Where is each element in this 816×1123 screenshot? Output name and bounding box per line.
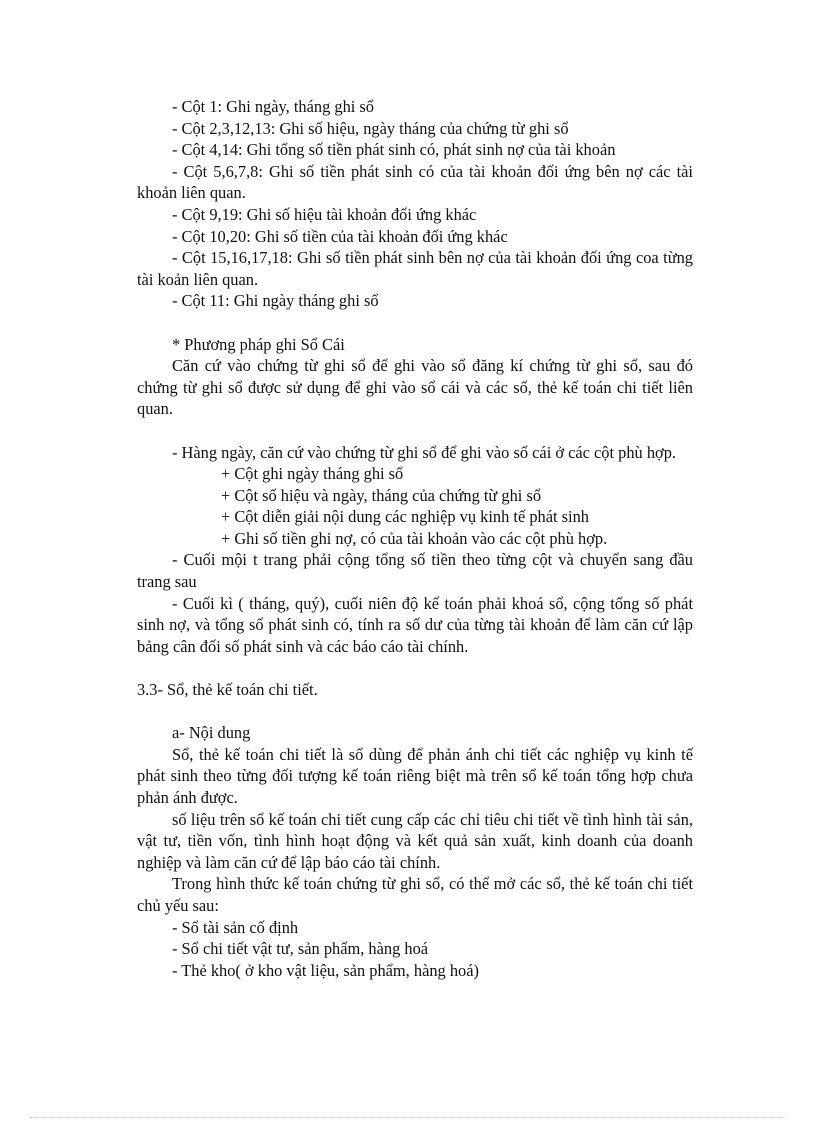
spacer xyxy=(137,701,693,723)
document-page xyxy=(137,96,693,981)
method-heading: * Phương pháp ghi Sổ Cái xyxy=(172,334,345,354)
cot-item-3: - Cột 4,14: Ghi tổng số tiền phát sinh có, phát sinh nợ của tài khoản xyxy=(172,140,616,160)
content-paragraph-2: số liệu trên sổ kế toán chi tiết cung cấp các chỉ tiêu chi tiết về tình hình tài sản, vật tư, tiền vốn, tình hình hoạt động và kết quả sản xuất, kinh doanh của doanh nghiệp và làm căn cứ để lập báo cáo tài chính. xyxy=(137,809,693,872)
section-heading: 3.3- Sổ, thẻ kế toán chi tiết. xyxy=(137,680,318,700)
end-page-paragraph: - Cuối mội t trang phải cộng tổng số tiền theo từng cột và chuyển sang đầu trang sau xyxy=(137,550,693,592)
book-item-1: - Sổ tài sản cố định xyxy=(172,917,299,937)
spacer xyxy=(137,312,693,334)
content-paragraph-3: Trong hình thức kế toán chứng từ ghi sổ, có thể mở các sổ, thẻ kế toán chi tiết chủ yếu sau: xyxy=(137,874,693,915)
page-bottom-rule xyxy=(30,1117,786,1118)
spacer xyxy=(137,420,693,442)
cot-item-1: - Cột 1: Ghi ngày, tháng ghi sổ xyxy=(172,97,374,116)
plus-item-3: + Cột diễn giải nội dung các nghiệp vụ kinh tế phát sinh xyxy=(221,507,589,527)
subheading: a- Nội dung xyxy=(172,723,251,743)
spacer xyxy=(137,657,693,679)
cot-item-4: - Cột 5,6,7,8: Ghi số tiền phát sinh có của tài khoản đối ứng bên nợ các tài khoản liên quan. xyxy=(137,161,693,203)
book-item-2: - Sổ chi tiết vật tư, sản phẩm, hàng hoá xyxy=(172,939,429,959)
cot-item-6: - Cột 10,20: Ghi số tiền của tài khoản đối ứng khác xyxy=(172,226,508,246)
plus-item-2: + Cột số hiệu và ngày, tháng của chứng từ ghi sổ xyxy=(221,485,542,505)
plus-item-4: + Ghi số tiền ghi nợ, có của tài khoản vào các cột phù hợp. xyxy=(221,528,608,548)
plus-item-1: + Cột ghi ngày tháng ghi sổ xyxy=(221,464,404,484)
cot-item-5: - Cột 9,19: Ghi số hiệu tài khoản đối ứng khác xyxy=(172,204,477,224)
daily-paragraph: - Hàng ngày, căn cứ vào chứng từ ghi sổ để ghi vào sổ cái ở các cột phù hợp. xyxy=(172,442,676,462)
cot-item-2: - Cột 2,3,12,13: Ghi số hiệu, ngày tháng của chứng từ ghi sổ xyxy=(172,118,569,138)
method-paragraph: Căn cứ vào chứng từ ghi sổ để ghi vào sổ đăng kí chứng từ ghi sổ, sau đó chứng từ ghi sổ được sử dụng để ghi vào sổ cái và các sổ, thẻ kế toán chi tiết liên quan. xyxy=(137,356,693,419)
cot-item-7: - Cột 15,16,17,18: Ghi số tiền phát sinh bên nợ của tài khoản đối ứng coa từng tài koản liên quan. xyxy=(137,248,693,289)
content-paragraph-1: Sổ, thẻ kế toán chi tiết là sổ dùng để phản ánh chi tiết các nghiệp vụ kinh tế phát sinh theo từng đối tượng kế toán riêng biệt mà trên sổ kế toán tổng hợp chưa phản ánh được. xyxy=(137,744,693,807)
book-item-3: - Thẻ kho( ở kho vật liệu, sản phẩm, hàng hoá) xyxy=(172,960,479,980)
end-period-paragraph: - Cuối kì ( tháng, quý), cuối niên độ kế toán phải khoá sổ, cộng tổng số phát sinh nợ, và tổng số phát sinh có, tính ra số dư của từng tài khoản để làm căn cứ lập bảng cân đối số phát sinh và các báo cáo tài chính. xyxy=(137,593,693,656)
cot-item-8: - Cột 11: Ghi ngày tháng ghi sổ xyxy=(172,291,379,311)
